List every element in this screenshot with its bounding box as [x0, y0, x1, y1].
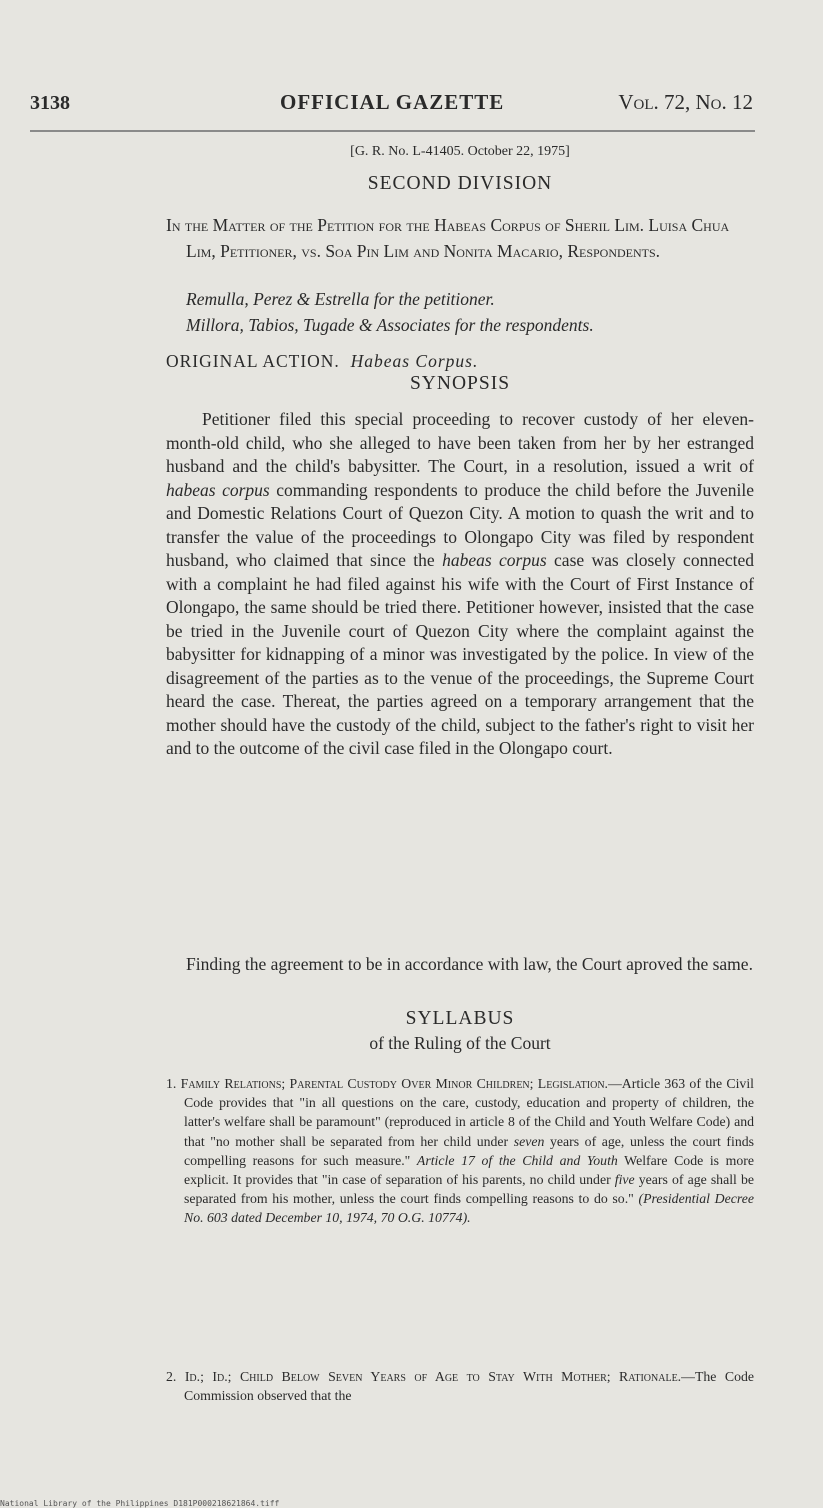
publication-title: OFFICIAL GAZETTE — [280, 90, 505, 114]
syllabus-heading: SYLLABUS — [405, 1008, 515, 1029]
synopsis-text: case was closely connected with a complaint he had filed against his wife with the Court of First Instance of Olongapo, the same should be tried there. Petitioner however, insisted that the case be tried in the Juvenile court of Quezon City where the complaint against the babysitter for kidnapping of a minor was investigated by the police. In view of the disagreement of the parties as to the venue of the proceedings, the Supreme Court heard the case. Thereat, the parties agreed on a temporary arrangement that the mother should have the custody of the child, subject to the father's right to visit her and to the outcome of the civil case filed in the Olongapo court. — [166, 550, 754, 758]
syllabus-text: Welfare Code is more explicit. It provides that "in case of separation of his parents, no child under — [184, 1152, 754, 1188]
syllabus-subheading: of the Ruling of the Court — [369, 1033, 551, 1053]
syllabus-italic: five — [614, 1172, 635, 1188]
counsel-petitioner: Remulla, Perez & Estrella for the petitioner. — [186, 289, 495, 309]
page-header — [30, 90, 753, 120]
syllabus-text: years of age shall be separated from his mother, unless the court finds compelling reasons to do so." — [184, 1172, 754, 1207]
syllabus-italic: Article 17 of the Child and Youth — [416, 1152, 618, 1168]
syllabus-italic: (Presidential Decree No. 603 dated December 10, 1974, 70 O.G. 10774). — [184, 1191, 754, 1226]
synopsis-italic: habeas corpus — [442, 550, 547, 570]
division-heading: SECOND DIVISION — [367, 173, 553, 194]
syllabus-item-head: 2. Id.; Id.; Child Below Seven Years of Age to Stay With Mother; Rationale. — [166, 1369, 682, 1384]
original-action-type: Habeas Corpus. — [350, 351, 479, 371]
case-caption: In the Matter of the Petition for the Habeas Corpus of Sheril Lim. Luisa Chua Lim, Petitioner, vs. Soa Pin Lim and Nonita Macario, Respondents. — [166, 215, 730, 261]
synopsis-paragraph-1 — [166, 408, 754, 761]
gr-number: [G. R. No. L-41405. October 22, 1975] — [350, 144, 570, 159]
volume-number: Vol. 72, No. 12 — [618, 90, 753, 114]
page-number: 3138 — [30, 92, 70, 114]
syllabus-text: years of age, unless the court finds compelling reasons for such measure." — [184, 1133, 755, 1168]
header-rule — [30, 130, 755, 132]
counsel-respondents: Millora, Tabios, Tugade & Associates for the respondents. — [186, 315, 594, 335]
syllabus-item-head: 1. Family Relations; Parental Custody Over Minor Children; Legislation. — [166, 1076, 608, 1091]
synopsis-text: commanding respondents to produce the child before the Juvenile and Domestic Relations Court of Quezon City. A motion to quash the writ and to transfer the value of the proceedings to Olongapo City was filed by respondent husband, who claimed that since the — [166, 479, 755, 570]
synopsis-italic: habeas corpus — [166, 479, 270, 500]
synopsis-text: Petitioner filed this special proceeding to recover custody of her eleven-month-old child, who she alleged to have been taken from her by her estranged husband and the child's babysitter. The Court, in a resolution, issued a writ of — [166, 409, 754, 476]
original-action-label: ORIGINAL ACTION. — [166, 351, 340, 371]
scan-footer: National Library of the Philippines D181P000218621864.tiff — [0, 1499, 280, 1508]
syllabus-item-1 — [166, 1074, 754, 1228]
syllabus-italic: seven — [513, 1133, 545, 1149]
syllabus-text: —Article 363 of the Civil Code provides that "in all questions on the care, custody, education and property of children, the latter's welfare shall be paramount" (reproduced in article 8 of the Child and Youth Welfare Code) and that "no mother shall be separated from her child under — [184, 1076, 754, 1149]
synopsis-heading: SYNOPSIS — [409, 373, 511, 394]
syllabus-item-2 — [166, 1367, 754, 1405]
synopsis-paragraph-2: Finding the agreement to be in accordance with law, the Court aproved the same. — [186, 954, 753, 974]
original-action — [166, 351, 754, 372]
syllabus-text: —The Code Commission observed that the — [184, 1369, 754, 1404]
